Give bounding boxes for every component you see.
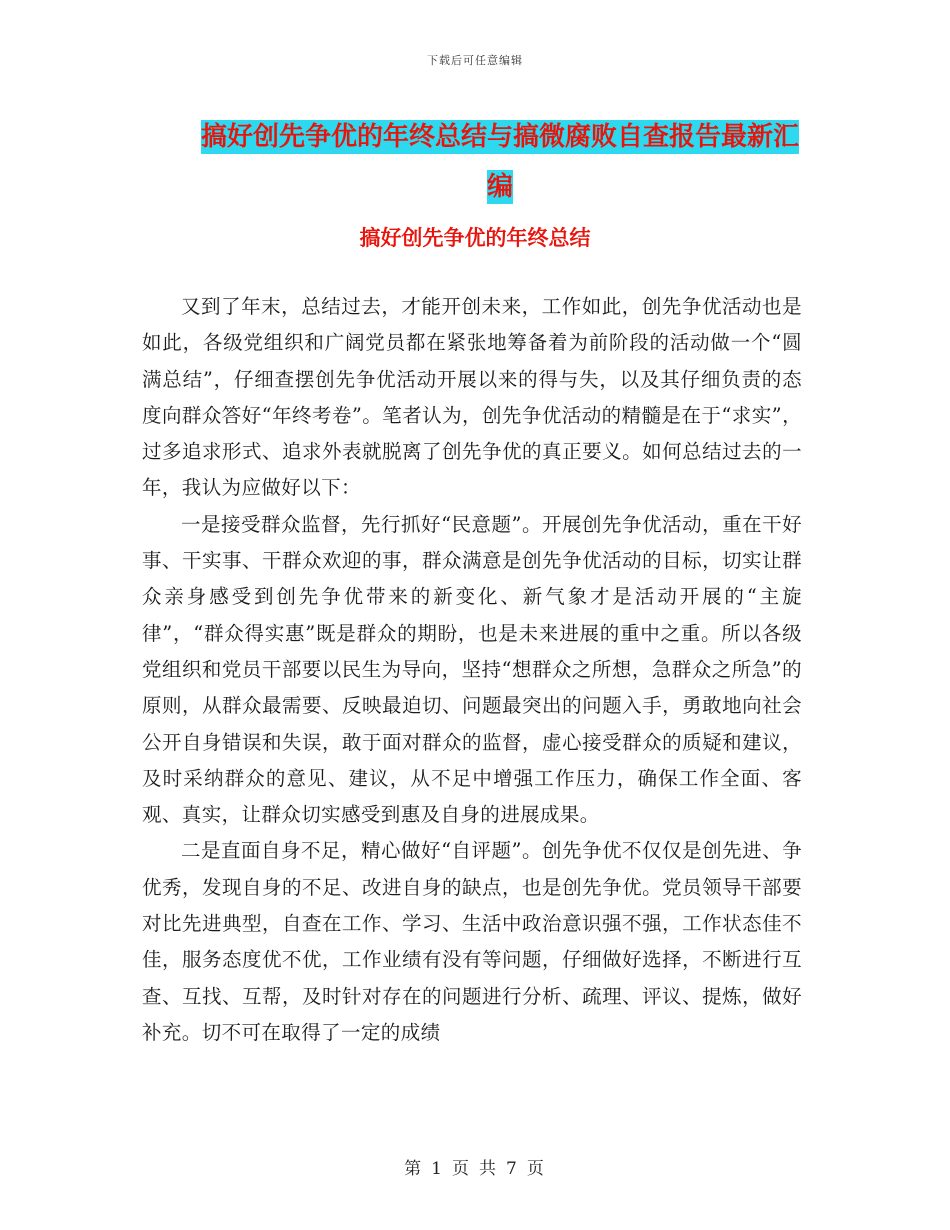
footer-label-unit: 页 [452, 1159, 471, 1179]
document-body [142, 289, 802, 1051]
paragraph: 二是直面自身不足，精心做好“自评题”。创先争优不仅仅是创先进、争优秀，发现自身的不足、改进自身的缺点，也是创先争优。党员领导干部要对比先进典型，自查在工作、学习、生活中政治意识强不强，工作状态佳不佳，服务态度优不优，工作业绩有没有等问题，仔细做好选择，不断进行互查、互找、互帮，及时针对存在的问题进行分析、疏理、评议、提炼，做好补充。切不可在取得了一定的成绩 [142, 839, 802, 1044]
paragraph: 又到了年末，总结过去，才能开创未来，工作如此，创先争优活动也是如此，各级党组织和广阔党员都在紧张地筹备着为前阶段的活动做一个“圆满总结”，仔细查摆创先争优活动开展以来的得与失，以及其仔细负责的态度向群众答好“年终考卷”。笔者认为，创先争优活动的精髓是在于“求实”，过多追求形式、追求外表就脱离了创先争优的真正要义。如何总结过去的一年，我认为应做好以下： [142, 295, 802, 500]
footer-label-unit2: 页 [526, 1159, 546, 1179]
page-footer [0, 1154, 950, 1179]
document-title-text: 搞好创先争优的年终总结与搞微腐败自查报告最新汇编 [200, 122, 799, 202]
footer-label-total: 共 [479, 1159, 498, 1179]
document-title [190, 112, 810, 212]
current-page-number: 1 [431, 1159, 444, 1179]
section-title: 搞好创先争优的年终总结 [359, 226, 591, 250]
total-pages-number: 7 [506, 1159, 519, 1179]
page-header-note: 下载后可任意编辑 [427, 54, 523, 67]
paragraph: 一是接受群众监督，先行抓好“民意题”。开展创先争优活动，重在干好事、干实事、干群众欢迎的事，群众满意是创先争优活动的目标，切实让群众亲身感受到创先争优带来的新变化、新气象才是活动开展的“主旋律”，“群众得实惠”既是群众的期盼，也是未来进展的重中之重。所以各级党组织和党员干部要以民生为导向，坚持“想群众之所想，急群众之所急”的原则，从群众最需要、反映最迫切、问题最突出的问题入手，勇敢地向社会公开自身错误和失误，敢于面对群众的监督，虚心接受群众的质疑和建议，及时采纳群众的意见、建议，从不足中增强工作压力，确保工作全面、客观、真实，让群众切实感受到惠及自身的进展成果。 [142, 512, 802, 827]
footer-label-page: 第 [404, 1159, 424, 1179]
